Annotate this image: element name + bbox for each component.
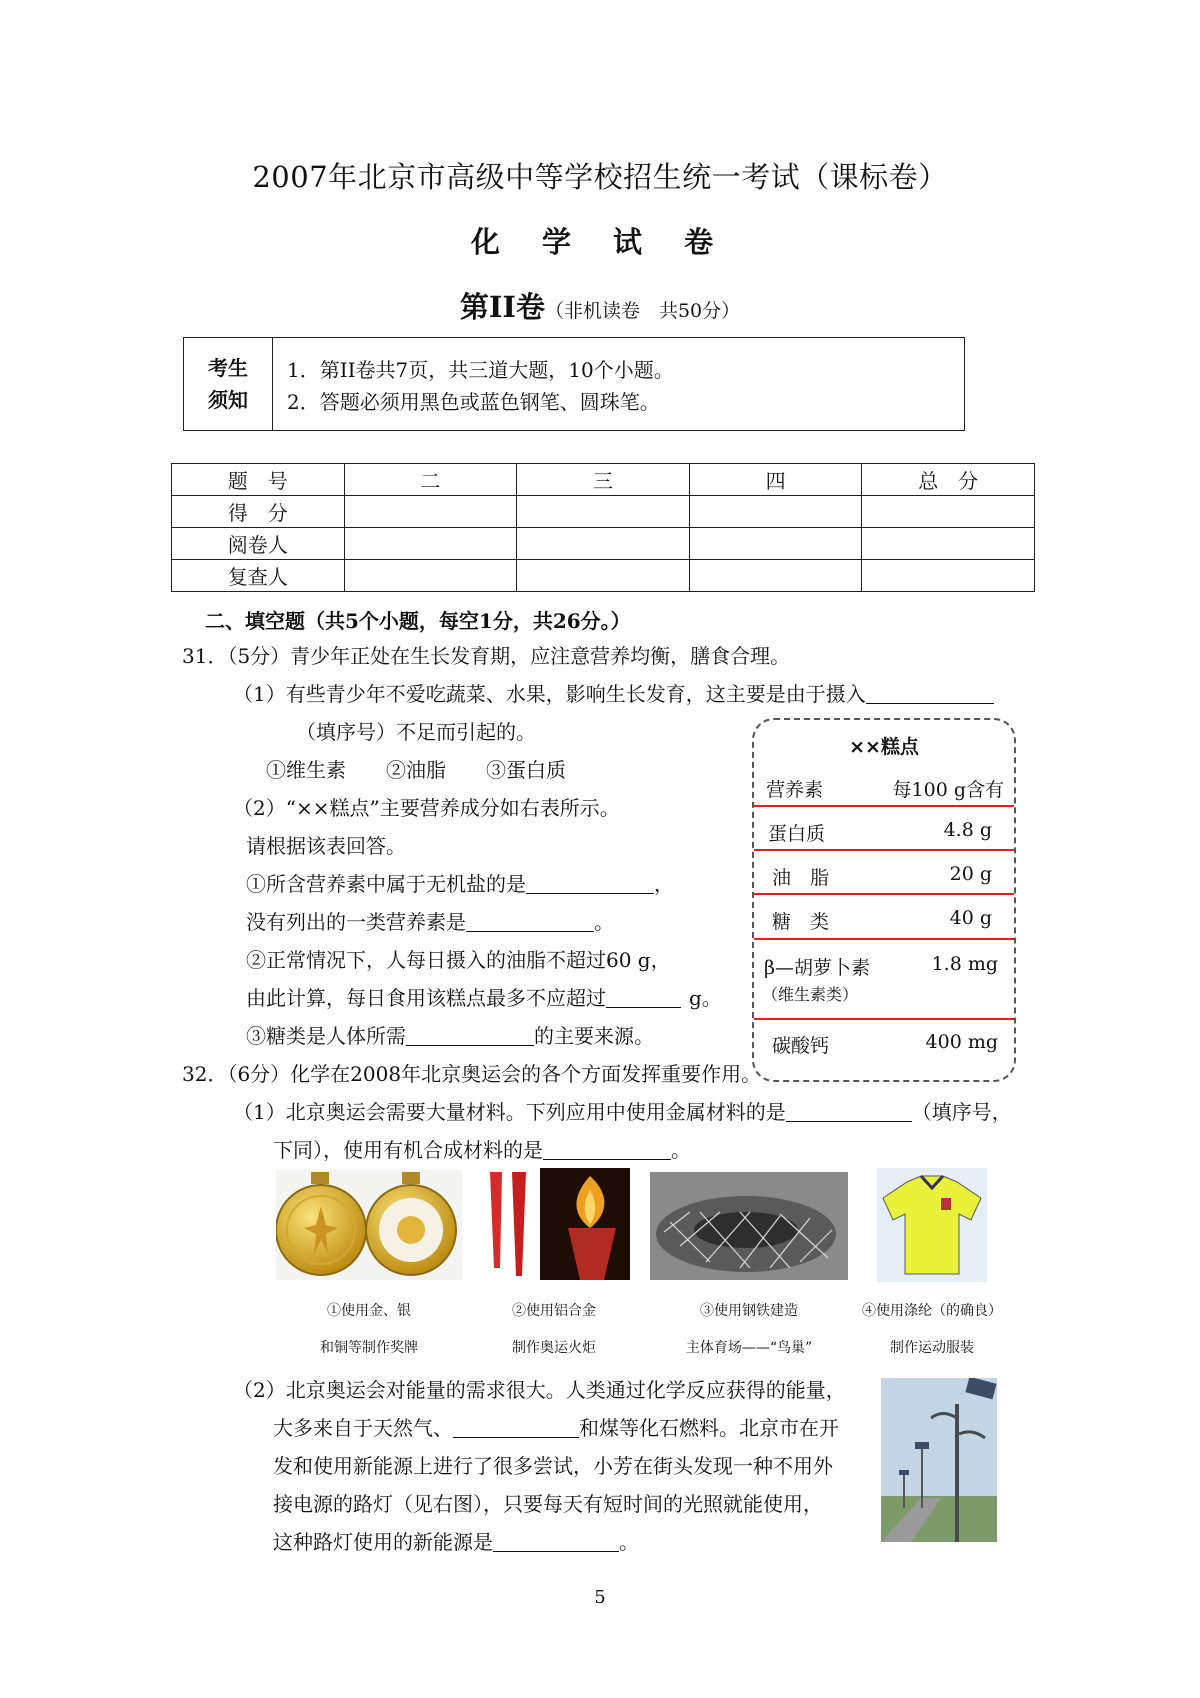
q31-stem: 31．（5分）青少年正处在生长发育期，应注意营养均衡，膳食合理。 (182, 644, 791, 668)
photo-caption: 制作奥运火炬 (512, 1340, 596, 1356)
nutrition-header-name: 营养素 (766, 779, 824, 801)
photo-caption: ③使用钢铁建造 (700, 1303, 798, 1319)
street-lamp-icon (881, 1378, 997, 1542)
q31-part2-q1-text: ①所含营养素中属于无机盐的是 (246, 872, 526, 896)
nutrient-name: 油 脂 (772, 867, 830, 889)
photo-caption: 制作运动服装 (890, 1340, 974, 1356)
q32-part1-line2 (273, 1134, 691, 1163)
answer-blank[interactable] (406, 1025, 534, 1046)
q32-part2-text-b: 和煤等化石燃料。北京市在开 (579, 1416, 839, 1440)
score-cell[interactable] (344, 496, 517, 528)
answer-blank[interactable] (606, 987, 681, 1008)
score-cell[interactable] (344, 528, 517, 560)
nutrient-name: 碳酸钙 (772, 1035, 830, 1057)
notice-label-line2: 须知 (208, 388, 248, 412)
unit-label: g。 (689, 986, 722, 1010)
answer-blank[interactable] (526, 873, 654, 894)
divider (754, 1018, 1014, 1020)
q32-part1-text2: 下同），使用有机合成材料的是 (273, 1138, 543, 1162)
answer-blank[interactable] (786, 1101, 912, 1122)
q31-part2-q3-text: ③糖类是人体所需 (246, 1024, 406, 1048)
score-cell[interactable] (517, 496, 690, 528)
volume-label: 第II卷 (459, 290, 545, 324)
score-table (171, 463, 1035, 592)
table-header-cell: 总 分 (862, 464, 1035, 496)
q31-part1-line2: （填序号）不足而引起的。 (296, 720, 536, 744)
score-cell[interactable] (862, 560, 1035, 592)
q32-part2-text-e: 这种路灯使用的新能源是 (273, 1530, 493, 1554)
nutrient-value: 1.8 mg (931, 953, 998, 975)
answer-blank[interactable] (466, 911, 594, 932)
q31-part2-q1 (246, 868, 674, 897)
punctuation: ， (654, 872, 674, 896)
q31-part2-q3 (246, 1020, 654, 1049)
q31-options: ①维生素 ②油脂 ③蛋白质 (266, 758, 566, 782)
notice-label (184, 338, 273, 430)
row-label: 阅卷人 (172, 528, 345, 560)
candidate-notice (183, 337, 965, 431)
stadium-icon (650, 1172, 848, 1280)
table-row (172, 560, 1035, 592)
table-header-cell: 二 (344, 464, 517, 496)
q32-part2-line1: （2）北京奥运会对能量的需求很大。人类通过化学反应获得的能量， (233, 1378, 846, 1402)
nutrient-name: 蛋白质 (768, 823, 826, 845)
score-cell[interactable] (517, 560, 690, 592)
q31-part2-q2b-text: 由此计算，每日食用该糕点最多不应超过 (246, 986, 606, 1010)
nutrient-value: 4.8 g (943, 819, 992, 841)
table-row (172, 496, 1035, 528)
q32-part1-note: （填序号， (911, 1100, 1012, 1124)
section-heading: 二、填空题（共5个小题，每空1分，共26分。） (205, 609, 631, 633)
photo-caption: 主体育场——“鸟巢” (685, 1340, 813, 1356)
table-header-cell: 三 (517, 464, 690, 496)
table-header-cell: 四 (689, 464, 862, 496)
photo-caption: ②使用铝合金 (512, 1303, 596, 1319)
nutrient-value: 20 g (949, 863, 992, 885)
nutrient-value: 40 g (949, 907, 992, 929)
q32-part2-line5 (273, 1526, 639, 1555)
q31-part2-q3-tail: 的主要来源。 (534, 1024, 654, 1048)
table-row (172, 528, 1035, 560)
answer-blank[interactable] (493, 1531, 619, 1552)
q31-part1-line1 (233, 678, 994, 707)
notice-text (273, 338, 674, 430)
divider (754, 938, 1014, 940)
photo-caption: ④使用涤纶（的确良） (862, 1303, 1002, 1319)
nutrition-table (752, 718, 1016, 1082)
q32-part1-line1 (233, 1096, 1012, 1125)
exam-title: 2007年北京市高级中等学校招生统一考试（课标卷） (252, 160, 948, 194)
notice-item-1: 1．第II卷共7页，共三道大题，10个小题。 (287, 358, 674, 382)
torch-photo (478, 1168, 630, 1280)
answer-blank[interactable] (866, 683, 994, 704)
q32-stem: 32．（6分）化学在2008年北京奥运会的各个方面发挥重要作用。 (182, 1062, 762, 1086)
jersey-photo (877, 1168, 987, 1282)
q32-part1-text: （1）北京奥运会需要大量材料。下列应用中使用金属材料的是 (233, 1100, 786, 1124)
q31-part1-text: （1）有些青少年不爱吃蔬菜、水果，影响生长发育，这主要是由于摄入 (233, 682, 866, 706)
divider (754, 805, 1014, 807)
volume-title (0, 285, 1200, 326)
medal-photo (276, 1170, 462, 1280)
score-cell[interactable] (344, 560, 517, 592)
nutrient-name: β—胡萝卜素 (764, 957, 870, 979)
q31-part2-intro: （2）“××糕点”主要营养成分如右表所示。 (233, 796, 620, 820)
nutrient-name: 糖 类 (772, 911, 830, 933)
answer-blank[interactable] (453, 1417, 579, 1438)
nutrient-note: （维生素类） (762, 985, 859, 1004)
nutrient-value: 400 mg (925, 1031, 998, 1053)
birds-nest-photo (650, 1172, 848, 1280)
q31-part2-q2b (246, 982, 722, 1011)
table-header-cell: 题 号 (172, 464, 345, 496)
score-cell[interactable] (862, 496, 1035, 528)
score-cell[interactable] (689, 496, 862, 528)
answer-blank[interactable] (543, 1139, 671, 1160)
score-cell[interactable] (689, 528, 862, 560)
photo-caption: ①使用金、银 (327, 1303, 411, 1319)
q32-part2-line2 (273, 1412, 839, 1441)
q32-part2-text: 大多来自于天然气、 (273, 1416, 453, 1440)
medal-icon (276, 1170, 462, 1280)
volume-note: （非机读卷 共50分） (544, 300, 741, 322)
row-label: 复查人 (172, 560, 345, 592)
table-row (172, 464, 1035, 496)
q31-part2-q2: ②正常情况下，人每日摄入的油脂不超过60 g， (246, 948, 671, 972)
solar-lamp-photo (881, 1378, 997, 1542)
punctuation: 。 (594, 910, 614, 934)
page-number: 5 (594, 1587, 606, 1608)
q31-part2-instruction: 请根据该表回答。 (246, 834, 406, 858)
nutrition-title: ××糕点 (849, 736, 919, 758)
nutrition-header-value: 每100 g含有 (892, 779, 1004, 801)
punctuation: 。 (619, 1530, 639, 1554)
score-cell[interactable] (862, 528, 1035, 560)
q32-part2-line3: 发和使用新能源上进行了很多尝试，小芳在街头发现一种不用外 (273, 1454, 833, 1478)
score-cell[interactable] (689, 560, 862, 592)
notice-item-2: 2．答题必须用黑色或蓝色钢笔、圆珠笔。 (287, 390, 660, 414)
score-cell[interactable] (517, 528, 690, 560)
notice-label-line1: 考生 (208, 356, 248, 380)
punctuation: 。 (671, 1138, 691, 1162)
q32-part2-line4: 接电源的路灯（见右图），只要每天有短时间的光照就能使用， (273, 1492, 823, 1516)
shirt-icon (877, 1168, 987, 1282)
divider (754, 849, 1014, 851)
q31-part2-q1b-text: 没有列出的一类营养素是 (246, 910, 466, 934)
divider (754, 893, 1014, 895)
q31-part2-q1b (246, 906, 614, 935)
row-label: 得 分 (172, 496, 345, 528)
subject-title: 化 学 试 卷 (470, 225, 730, 259)
torch-icon (478, 1168, 630, 1280)
photo-caption: 和铜等制作奖牌 (320, 1340, 418, 1356)
